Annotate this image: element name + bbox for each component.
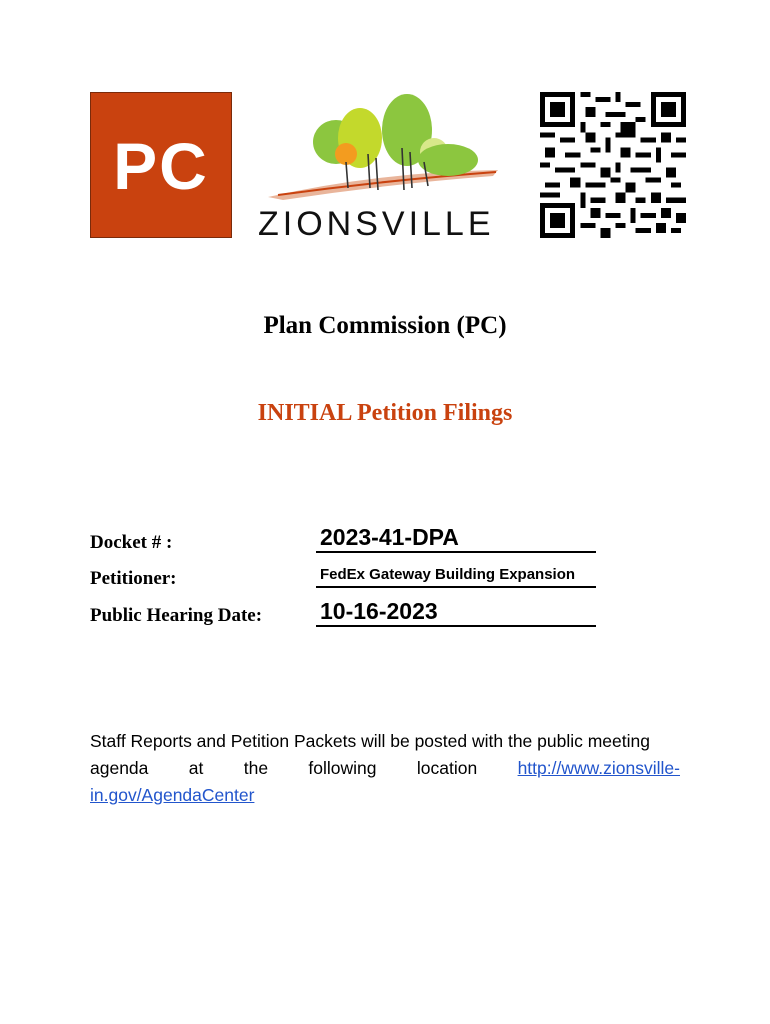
docket-value: 2023-41-DPA <box>316 524 596 553</box>
hearing-date-label: Public Hearing Date: <box>90 605 263 626</box>
notice-word: following <box>308 758 377 778</box>
agenda-link-part-2[interactable]: in.gov/AgendaCenter <box>90 785 255 805</box>
zionsville-wordmark: ZIONSVILLE <box>258 205 495 243</box>
page-title: Plan Commission (PC) <box>263 312 507 339</box>
petitioner-value: FedEx Gateway Building Expansion <box>316 564 596 588</box>
notice-line-2 <box>90 755 680 782</box>
hearing-date-value: 10-16-2023 <box>316 598 596 627</box>
pc-logo-text: PC <box>113 129 209 203</box>
notice-line-1: Staff Reports and Petition Packets will be posted with the public meeting <box>90 731 650 751</box>
pc-logo <box>90 92 232 238</box>
notice-word: at <box>188 758 204 778</box>
qr-code[interactable] <box>540 92 686 238</box>
docket-label: Docket # : <box>90 532 173 553</box>
petitioner-label: Petitioner: <box>90 568 177 589</box>
notice-word: location <box>416 758 478 778</box>
page-subtitle: INITIAL Petition Filings <box>257 400 513 426</box>
notice-word: the <box>243 758 269 778</box>
notice-word: agenda <box>90 758 149 778</box>
notice-paragraph <box>90 728 680 809</box>
agenda-link-part-1[interactable]: http://www.zionsville- <box>517 758 680 778</box>
notice-line-3 <box>90 782 680 809</box>
